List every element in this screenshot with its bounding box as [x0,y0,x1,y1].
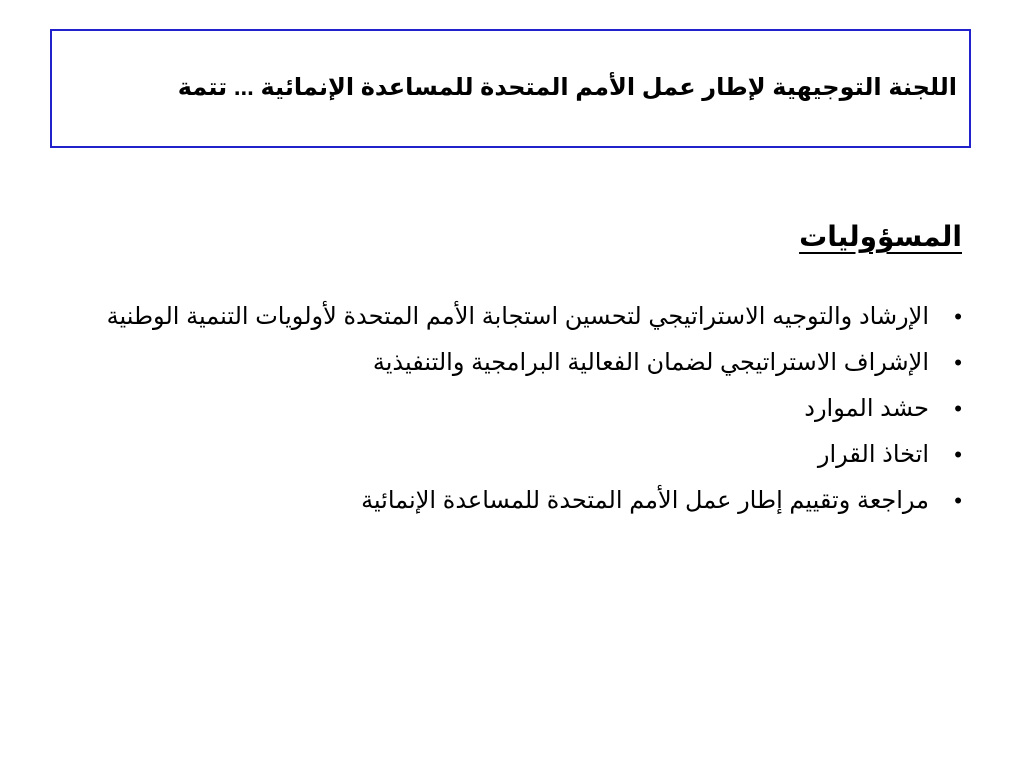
list-item-text: الإرشاد والتوجيه الاستراتيجي لتحسين استجابة الأمم المتحدة لأولويات التنمية الوطنية [106,303,929,330]
list-item [50,438,962,472]
list-item-text: اتخاذ القرار [817,441,929,468]
list-item-text: الإشراف الاستراتيجي لضمان الفعالية البرامجية والتنفيذية [372,349,929,376]
bullet-icon: • [954,396,962,421]
section-heading: المسؤوليات [799,221,962,252]
slide-title: اللجنة التوجيهية لإطار عمل الأمم المتحدة للمساعدة الإنمائية ... تتمة [177,74,957,101]
slide-title-box [50,29,971,148]
list-item [50,300,962,334]
list-item [50,484,962,518]
bullet-icon: • [954,304,962,329]
bullet-icon: • [954,350,962,375]
list-item-text: حشد الموارد [804,395,929,422]
list-item-text: مراجعة وتقييم إطار عمل الأمم المتحدة للمساعدة الإنمائية [361,487,929,514]
bullet-icon: • [954,488,962,513]
list-item [50,346,962,380]
responsibilities-list [50,300,962,530]
bullet-icon: • [954,442,962,467]
list-item [50,392,962,426]
